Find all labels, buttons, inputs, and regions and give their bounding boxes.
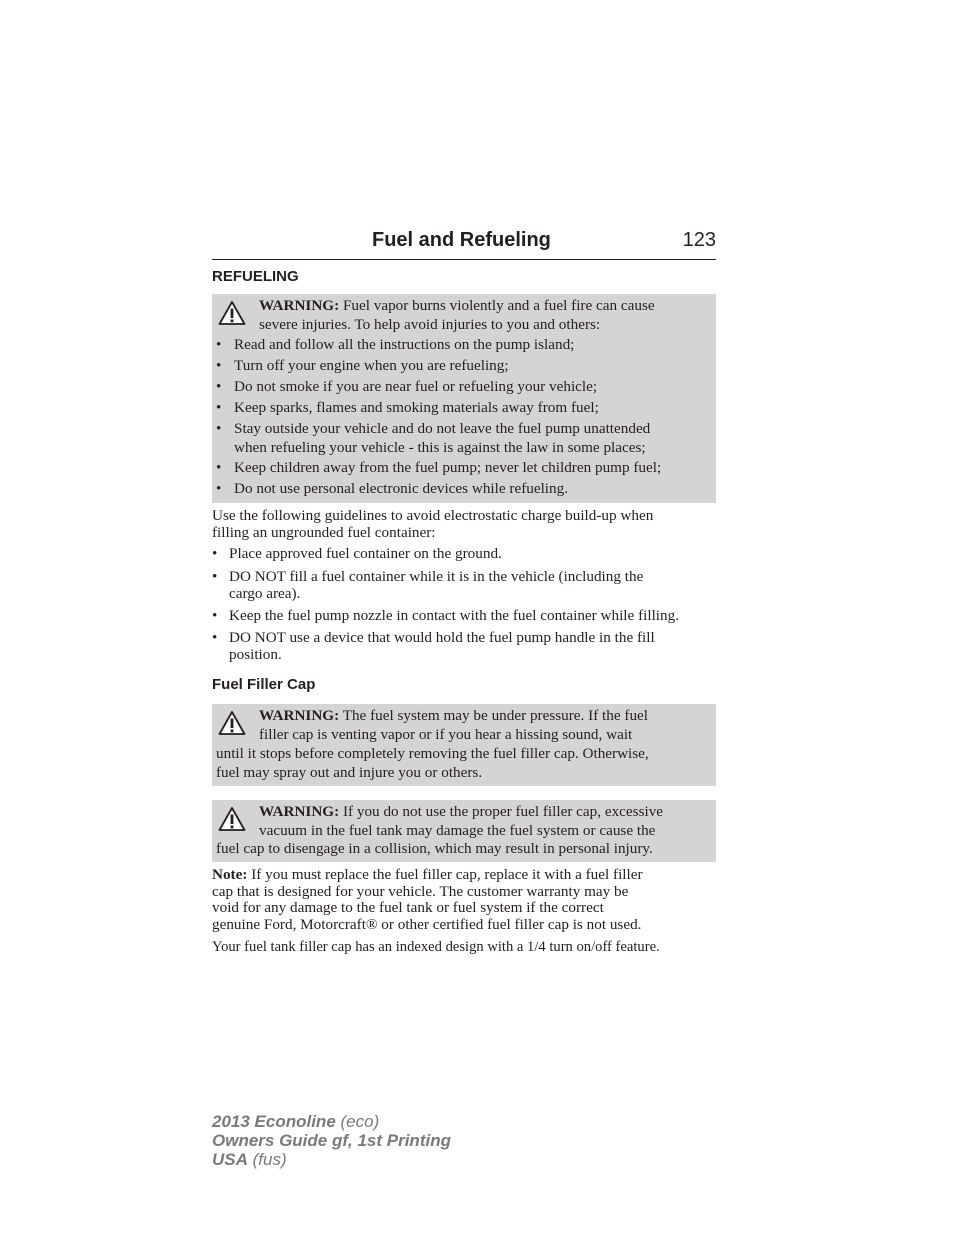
warning-text: WARNING: The fuel system may be under pressure. If the fuel filler cap is venting vapor or if you hear a hissing sound, wait xyxy=(259,707,649,743)
footer-line: 2013 Econoline (eco) xyxy=(212,1112,380,1131)
refueling-heading: REFUELING xyxy=(212,268,299,285)
warning-label: WARNING: xyxy=(259,297,340,314)
footer-line: USA (fus) xyxy=(212,1150,287,1169)
warning-text-line: severe injuries. To help avoid injuries to you and others: xyxy=(259,316,601,333)
cap-warning-box xyxy=(212,800,716,862)
warning-triangle-icon xyxy=(218,300,246,326)
warning-label: WARNING: xyxy=(259,803,340,820)
note-label: Note: xyxy=(212,866,248,883)
footer-line: Owners Guide gf, 1st Printing xyxy=(212,1131,451,1150)
warning-triangle-icon xyxy=(218,806,246,832)
warning-label: WARNING: xyxy=(259,707,340,724)
indexed-design-paragraph: Your fuel tank filler cap has an indexed design with a 1/4 turn on/off feature. xyxy=(212,939,660,955)
warning-text: WARNING: If you do not use the proper fuel filler cap, excessive vacuum in the fuel tank may damage the fuel system or cause the xyxy=(259,803,664,839)
fuel-filler-cap-heading: Fuel Filler Cap xyxy=(212,676,316,693)
note-paragraph: Note: If you must replace the fuel filler cap, replace it with a fuel filler cap that is designed for your vehicle. The customer warranty may be void for any damage to the fuel tank or fuel system if the correct genuine Ford, Motorcraft® or other certified fuel filler cap is not used. xyxy=(212,866,643,933)
page-number: 123 xyxy=(682,229,716,251)
warning-text-cont: fuel cap to disengage in a collision, which may result in personal injury. xyxy=(216,840,653,857)
refueling-warning-box: WARNING: Fuel vapor burns violently and a fuel fire can cause severe injuries. To help avoid injuries to you and others: • Read and follow all the instructions on the pump island; • Turn off your engine when you are refueling; • Do not smoke if you are near fuel or refueling your vehicle; • Keep sparks, flames and smoking materials away from fuel; • Stay outside your vehicle and do not leave the fuel pump unattended when refueling your vehicle - this is against the law in some places; • Keep children away from the fuel pump; never let children pump fuel; • Do not use personal electronic devices while refueling. xyxy=(212,294,716,503)
chapter-title: Fuel and Refueling xyxy=(372,229,551,251)
warning-intro xyxy=(259,296,714,334)
warning-text-cont: until it stops before completely removing the fuel filler cap. Otherwise, fuel may spray out and injure you or others. xyxy=(216,745,649,781)
pressure-warning-box xyxy=(212,704,716,786)
warning-text-line: Fuel vapor burns violently and a fuel fire can cause xyxy=(342,297,655,314)
guidelines-intro: Use the following guidelines to avoid electrostatic charge build-up when filling an ungrounded fuel container: xyxy=(212,507,654,541)
page-header xyxy=(212,229,716,260)
warning-triangle-icon xyxy=(218,710,246,736)
page-footer xyxy=(212,1112,451,1169)
